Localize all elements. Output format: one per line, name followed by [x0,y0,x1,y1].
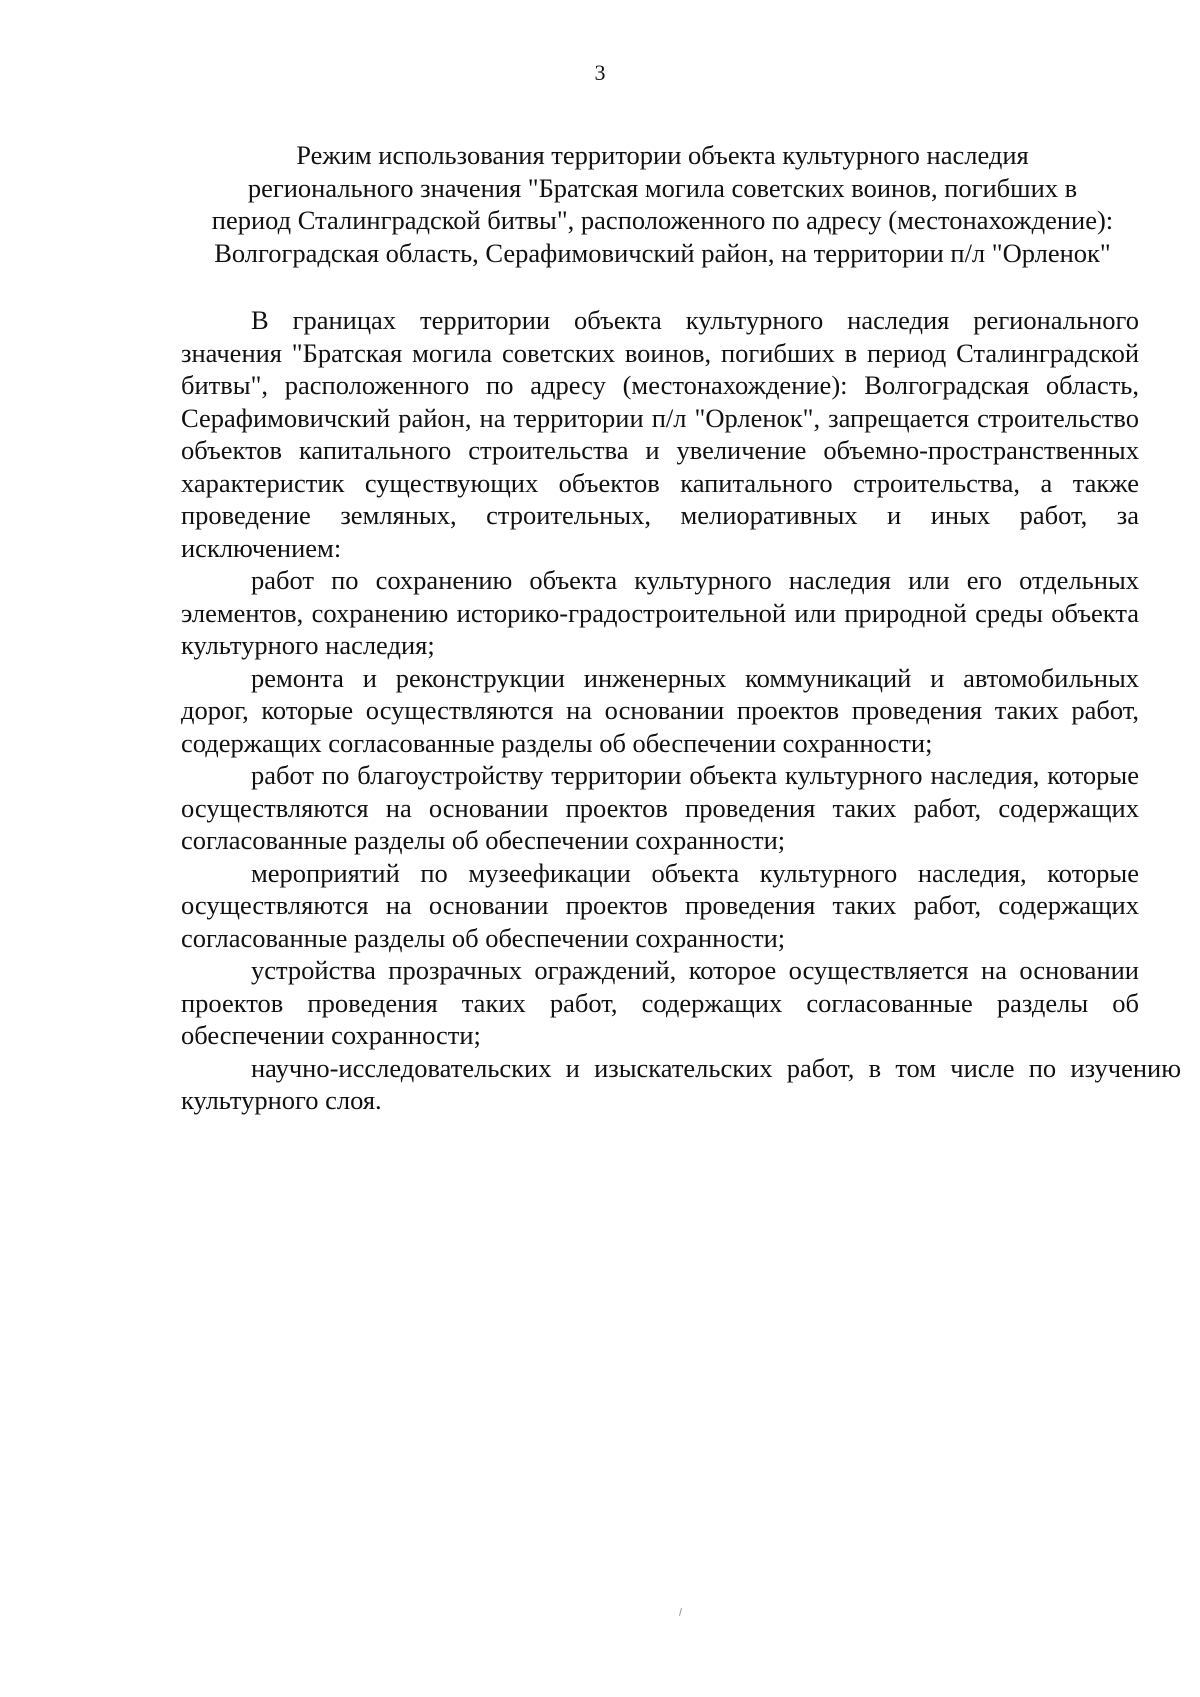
body-paragraph-intro: В границах территории объекта культурного наследия регионального значения "Братская могила советских воинов, погибших в период Сталинградской битвы", расположенного по адресу (местонахождение): Волгоградская область, Серафимовичский район, на территории п/л "Орленок", запрещается строительство объектов капитального строительства и увеличение объемно-пространственных характеристик существующих объектов капитального строительства, а также проведение земляных, строительных, мелиоративных и иных работ, за исключением: [181,305,1139,563]
title-line: Режим использования территории объекта культурного наследия [296,140,1029,170]
title-line: период Сталинградской битвы", расположенного по адресу (местонахождение): [211,205,1114,235]
scan-artifact-mark [679,1608,682,1616]
body-paragraph-exception: ремонта и реконструкции инженерных коммуникаций и автомобильных дорог, которые осуществляются на основании проектов проведения таких работ, содержащих согласованные разделы об обеспечении сохранности; [181,662,1139,758]
body-paragraph-exception: работ по благоустройству территории объекта культурного наследия, которые осуществляются на основании проектов проведения таких работ, содержащих согласованные разделы об обеспечении сохранности; [181,760,1139,855]
body-paragraph-exception: работ по сохранению объекта культурного наследия или его отдельных элементов, сохранению историко-градостроительной или природной среды объекта культурного наследия; [181,565,1139,660]
body-paragraph-exception: мероприятий по музеефикации объекта культурного наследия, которые осуществляются на основании проектов проведения таких работ, содержащих согласованные разделы об обеспечении сохранности; [181,857,1139,953]
body-paragraph-exception: научно-исследовательских и изыскательских работ, в том числе по изучению культурного слоя. [181,1052,1181,1115]
title-line: Волгоградская область, Серафимовичский район, на территории п/л "Орленок" [214,237,1111,268]
document-title [170,139,1155,269]
title-line: регионального значения "Братская могила советских воинов, погибших в [247,172,1078,203]
body-paragraph-exception: устройства прозрачных ограждений, которое осуществляется на основании проектов проведения таких работ, содержащих согласованные разделы об обеспечении сохранности; [181,955,1139,1050]
page-number: 3 [594,60,606,85]
document-body [181,304,1181,1117]
